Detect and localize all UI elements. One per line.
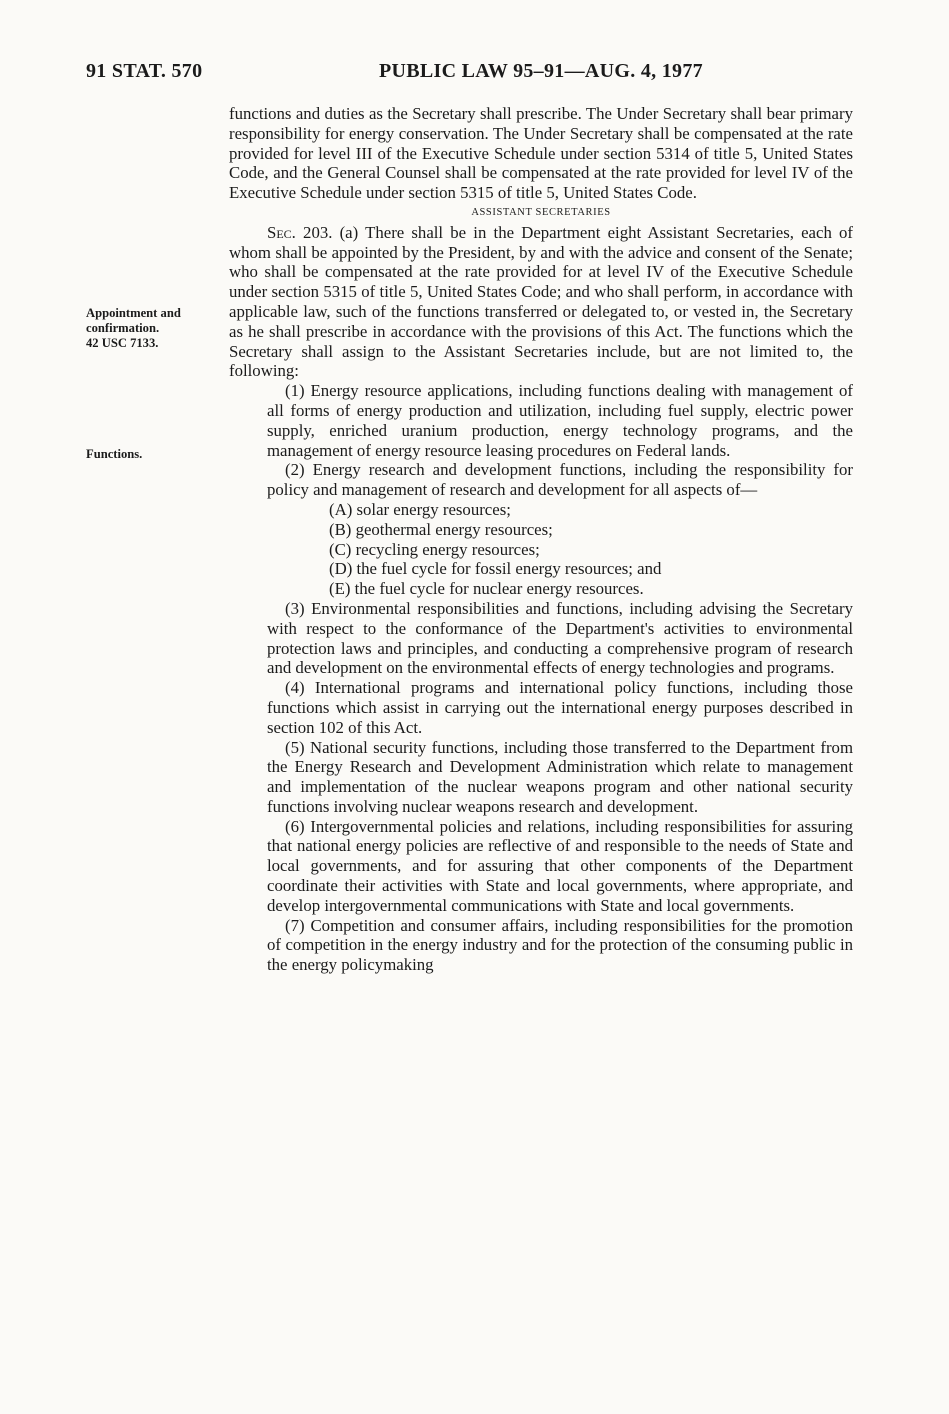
subitem-b: (B) geothermal energy resources; [329, 519, 553, 539]
paragraph-intro: functions and duties as the Secretary shall prescribe. The Under Secretary shall bear primary responsibility for energy conservation. The Under Secretary shall be compensated at the rate provided for level III of the Executive Schedule under section 5314 of title 5, United States Code, and the General Counsel shall be compensated at the rate provided for level IV of the Executive Schedule under section 5315 of title 5, United States Code. [229, 104, 853, 203]
running-title: PUBLIC LAW 95–91—AUG. 4, 1977 [379, 60, 703, 82]
item-2: (2) Energy research and development functions, including the responsibility for policy and management of research and development for all aspects of— [267, 460, 853, 500]
section-203-paragraph [229, 223, 853, 381]
section-label: Sec. [267, 222, 296, 242]
margin-note-line: Appointment and [86, 306, 181, 320]
margin-note-functions: Functions. [86, 447, 143, 461]
margin-note-line: confirmation. [86, 321, 160, 335]
item-4: (4) International programs and international policy functions, including those functions which assist in carrying out the international energy purposes described in section 102 of this Act. [267, 678, 853, 737]
margin-note-appointment [86, 306, 181, 351]
section-203-text: 203. (a) There shall be in the Department eight Assistant Secretaries, each of whom shall be appointed by the President, by and with the advice and consent of the Senate; who shall be compensated at the rate provided for at level IV of the Executive Schedule under section 5315 of title 5, United States Code; and who shall perform, in accordance with applicable law, such of the functions transferred or delegated to, or vested in, the Secretary as he shall prescribe in accordance with the provisions of this Act. The functions which the Secretary shall assign to the Assistant Secretaries include, but are not limited to, the following: [229, 222, 853, 381]
subitem-a: (A) solar energy resources; [329, 499, 511, 519]
item-3: (3) Environmental responsibilities and functions, including advising the Secretary with respect to the conformance of the Department's activities to environmental protection laws and principles, and conducting a comprehensive program of research and development on the environmental effects of energy technologies and programs. [267, 598, 853, 678]
subitem-d: (D) the fuel cycle for fossil energy resources; and [329, 559, 662, 579]
item-7: (7) Competition and consumer affairs, including responsibilities for the promotion of competition in the energy industry and for the protection of the consuming public in the energy policymaking [267, 915, 853, 975]
statute-body [229, 104, 853, 975]
statute-page-reference: 91 STAT. 570 [86, 60, 203, 82]
margin-note-line: 42 USC 7133. [86, 336, 159, 350]
item-5: (5) National security functions, including those transferred to the Department from the Energy Research and Development Administration which relate to management and implementation of the nuclear weapons program and other national security functions involving nuclear weapons research and development. [267, 737, 853, 816]
subitem-e: (E) the fuel cycle for nuclear energy resources. [329, 579, 644, 599]
page-header [86, 60, 853, 84]
section-heading: ASSISTANT SECRETARIES [471, 206, 611, 218]
item-6: (6) Intergovernmental policies and relations, including responsibilities for assuring that national energy policies are reflective of and responsible to the needs of State and local governments, and for assuring that other components of the Department coordinate their activities with State and local governments, where appropriate, and develop intergovernmental communications with State and local governments. [267, 816, 853, 915]
subitem-c: (C) recycling energy resources; [329, 539, 540, 559]
item-1: (1) Energy resource applications, including functions dealing with management of all forms of energy production and utilization, including fuel supply, electric power supply, enriched uranium production, energy technology programs, and the management of energy resource leasing procedures on Federal lands. [267, 381, 853, 460]
